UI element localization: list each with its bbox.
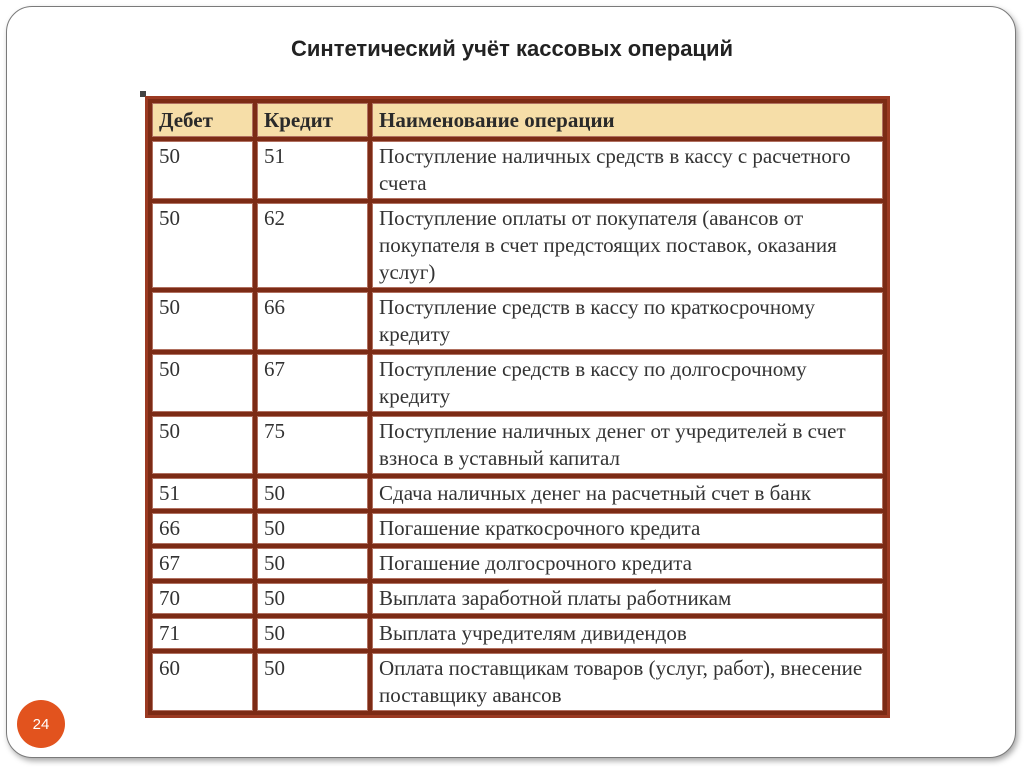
table-row [152,203,883,288]
cell-operation: Погашение краткосрочного кредита [372,513,883,544]
cell-operation: Выплата заработной платы работникам [372,583,883,614]
table-row [152,618,883,649]
cell-debit: 67 [152,548,253,579]
cell-credit: 50 [257,548,368,579]
cell-operation: Поступление средств в кассу по краткосрочному кредиту [372,292,883,350]
cell-debit: 60 [152,653,253,711]
header-debit: Дебет [152,103,253,137]
header-operation: Наименование операции [372,103,883,137]
table-row [152,583,883,614]
cell-credit: 75 [257,416,368,474]
cell-debit: 50 [152,354,253,412]
cell-credit: 50 [257,583,368,614]
cell-debit: 66 [152,513,253,544]
table-row [152,653,883,711]
cell-debit: 50 [152,292,253,350]
cell-operation: Оплата поставщикам товаров (услуг, работ), внесение поставщику авансов [372,653,883,711]
cell-debit: 50 [152,141,253,199]
cell-operation: Поступление оплаты от покупателя (авансов от покупателя в счет предстоящих поставок, оказания услуг) [372,203,883,288]
slide-title: Синтетический учёт кассовых операций [291,36,733,61]
cell-credit: 62 [257,203,368,288]
cell-credit: 50 [257,618,368,649]
table-row [152,478,883,509]
cell-operation: Погашение долгосрочного кредита [372,548,883,579]
operations-table [148,99,887,715]
cell-credit: 50 [257,653,368,711]
table-row [152,416,883,474]
operations-table-frame [145,96,890,718]
table-row [152,548,883,579]
table-body [152,141,883,711]
cell-debit: 71 [152,618,253,649]
table-row [152,292,883,350]
table-header-row [152,103,883,137]
cell-debit: 51 [152,478,253,509]
cell-credit: 50 [257,513,368,544]
page-number-badge: 24 [17,700,65,748]
cell-operation: Поступление средств в кассу по долгосрочному кредиту [372,354,883,412]
cell-debit: 50 [152,416,253,474]
cell-operation: Поступление наличных средств в кассу с расчетного счета [372,141,883,199]
cell-debit: 70 [152,583,253,614]
cell-credit: 66 [257,292,368,350]
header-credit: Кредит [257,103,368,137]
cell-operation: Сдача наличных денег на расчетный счет в банк [372,478,883,509]
cell-operation: Выплата учредителям дивидендов [372,618,883,649]
table-row [152,141,883,199]
cell-debit: 50 [152,203,253,288]
table-row [152,513,883,544]
cell-credit: 51 [257,141,368,199]
cell-operation: Поступление наличных денег от учредителей в счет взноса в уставный капитал [372,416,883,474]
cell-credit: 50 [257,478,368,509]
cell-credit: 67 [257,354,368,412]
table-row [152,354,883,412]
